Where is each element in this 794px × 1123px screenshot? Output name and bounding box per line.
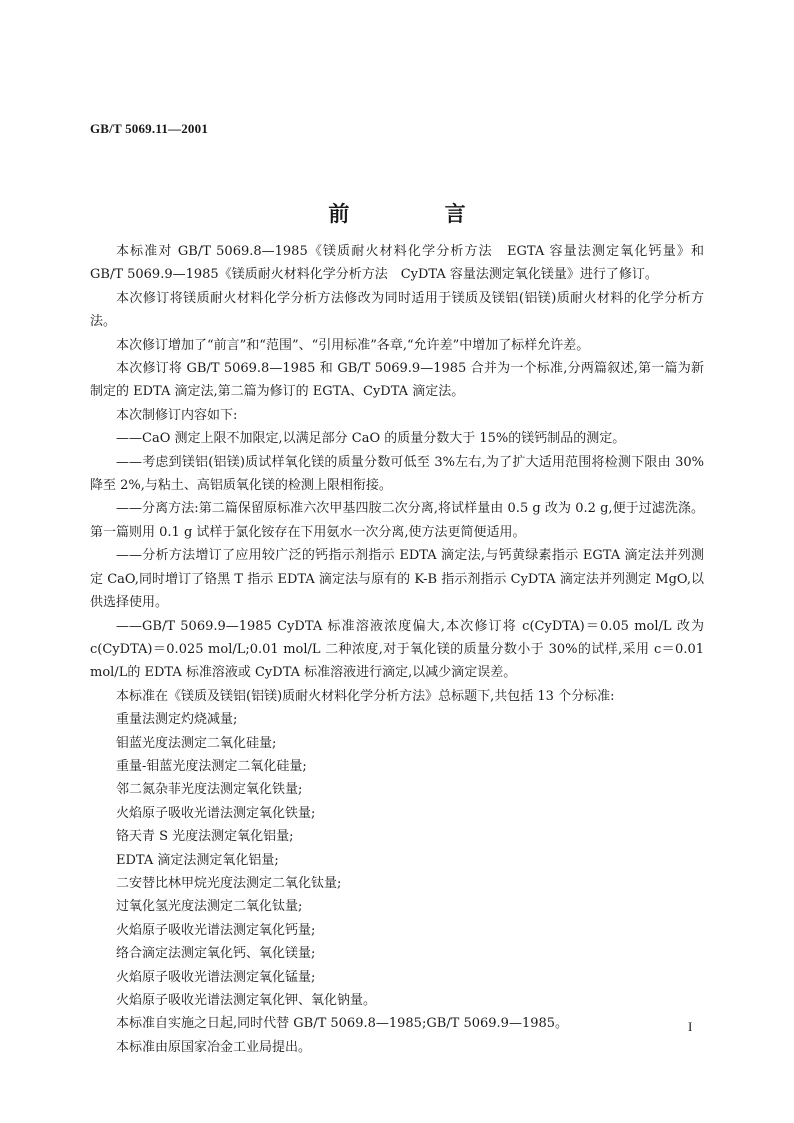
list-item: 过氧化氢光度法测定二氧化钛量;	[116, 899, 303, 915]
list-item: 火焰原子吸收光谱法测定氧化锰量;	[116, 969, 316, 985]
paragraph: 本标准自实施之日起,同时代替 GB/T 5069.8—1985;GB/T 5069.9—1985。	[116, 1016, 569, 1032]
revision-item: ——GB/T 5069.9—1985 CyDTA 标准溶液浓度偏大,本次修订将 c(CyDTA)＝0.05 mol/L 改为 c(CyDTA)＝0.025 mol/L;0.01 mol/L 二种浓度,对于氧化镁的质量分数小于 30%的试样,采用 c＝0.01 mol/L的 EDTA 标准溶液或 CyDTA 标准溶液进行滴定,以减少滴定误差。	[90, 618, 704, 681]
paragraph: 本次修订将镁质耐火材料化学分析方法修改为同时适用于镁质及镁铝(铝镁)质耐火材料的化学分析方法。	[90, 290, 704, 330]
paragraph: 本标准由原国家冶金工业局提出。	[116, 1039, 312, 1055]
document-body	[90, 240, 704, 1059]
list-item: 铬天青 S 光度法测定氧化铝量;	[116, 829, 294, 845]
list-item: 火焰原子吸收光谱法测定氧化钙量;	[116, 922, 316, 938]
paragraph: 本标准在《镁质及镁铝(铝镁)质耐火材料化学分析方法》总标题下,共包括 13 个分标准:	[116, 688, 615, 704]
list-item: 火焰原子吸收光谱法测定氧化铁量;	[116, 805, 316, 821]
sub-standard-list	[90, 708, 704, 1012]
page-title: 前 言	[328, 202, 510, 226]
page-number: I	[688, 1019, 693, 1034]
list-item: 络合滴定法测定氧化钙、氧化镁量;	[116, 946, 316, 962]
list-item: 邻二氮杂菲光度法测定氧化铁量;	[116, 782, 303, 798]
list-item: EDTA 滴定法测定氧化铝量;	[116, 852, 279, 868]
list-item: 钼蓝光度法测定二氧化硅量;	[116, 735, 277, 751]
list-item: 火焰原子吸收光谱法测定氧化钾、氧化钠量。	[116, 993, 377, 1008]
revision-item: ——CaO 测定上限不加限定,以满足部分 CaO 的质量分数大于 15%的镁钙制品的测定。	[116, 431, 626, 447]
list-item: 二安替比林甲烷光度法测定二氧化钛量;	[116, 875, 342, 891]
revision-item: ——分析方法增订了应用较广泛的钙指示剂指示 EDTA 滴定法,与钙黄绿素指示 EGTA 滴定法并列测定 CaO,同时增订了铬黑 T 指示 EDTA 滴定法与原有的 K-B 指示剂指示 CyDTA 滴定法并列测定 MgO,以供选择使用。	[90, 548, 704, 611]
revision-item: ——考虑到镁铝(铝镁)质试样氧化镁的质量分数可低至 3%左右,为了扩大适用范围将检测下限由 30%降至 2%,与粘土、高铝质氧化镁的检测上限相衔接。	[90, 454, 704, 494]
revision-item: ——分离方法:第二篇保留原标准六次甲基四胺二次分离,将试样量由 0.5 g 改为 0.2 g,便于过滤洗涤。第一篇则用 0.1 g 试样于氯化铵存在下用氨水一次分离,使方法更简便适用。	[90, 501, 704, 540]
paragraph: 本次制修订内容如下:	[116, 407, 238, 423]
list-item: 重量-钼蓝光度法测定二氧化硅量;	[116, 758, 307, 774]
list-item: 重量法测定灼烧减量;	[116, 712, 238, 728]
standard-code: GB/T 5069.11—2001	[90, 121, 209, 136]
paragraph: 本次修订增加了“前言”和“范围”、“引用标准”各章,“允许差”中增加了标样允许差。	[116, 337, 590, 353]
paragraph: 本次修订将 GB/T 5069.8—1985 和 GB/T 5069.9—1985 合并为一个标准,分两篇叙述,第一篇为新制定的 EDTA 滴定法,第二篇为修订的 EGTA、CyDTA 滴定法。	[90, 361, 704, 400]
paragraph: 本标准对 GB/T 5069.8—1985《镁质耐火材料化学分析方法 EGTA 容量法测定氧化钙量》和 GB/T 5069.9—1985《镁质耐火材料化学分析方法 CyDTA 容量法测定氧化镁量》进行了修订。	[90, 244, 704, 283]
